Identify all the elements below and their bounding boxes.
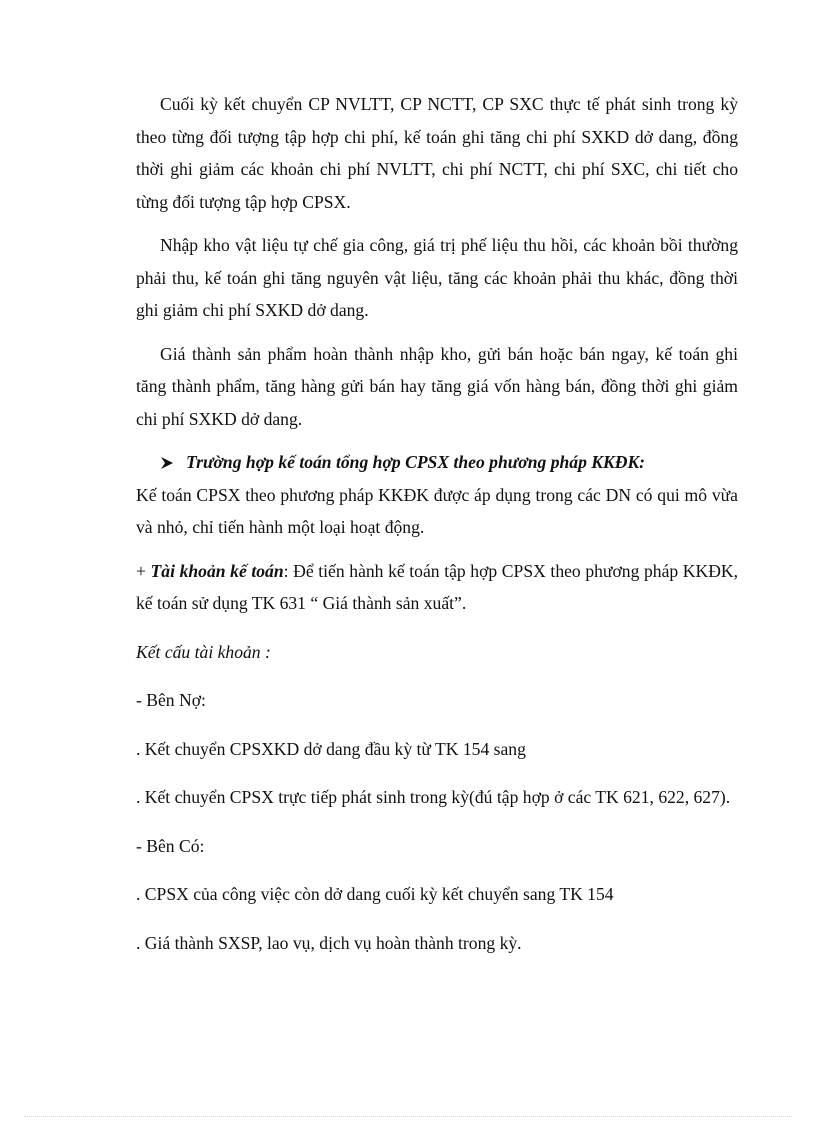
debit-item: . Kết chuyển CPSX trực tiếp phát sinh trong kỳ(đú tập hợp ở các TK 621, 622, 627). bbox=[136, 787, 731, 807]
account-structure-heading: Kết cấu tài khoản : bbox=[136, 641, 271, 662]
arrow-bullet-icon bbox=[160, 456, 174, 470]
credit-item: . Giá thành SXSP, lao vụ, dịch vụ hoàn thành trong kỳ. bbox=[136, 932, 522, 953]
account-paragraph bbox=[136, 555, 738, 620]
debit-heading: - Bên Nợ: bbox=[136, 690, 206, 710]
section-heading-text: Trường hợp kế toán tổng hợp CPSX theo phương pháp KKĐK: bbox=[186, 452, 646, 472]
paragraph-closing-transfer: Cuối kỳ kết chuyển CP NVLTT, CP NCTT, CP SXC thực tế phát sinh trong kỳ theo từng đối tượng tập hợp chi phí, kế toán ghi tăng chi phí SXKD dở dang, đồng thời ghi giảm các khoản chi phí NVLTT, chi phí NCTT, chi phí SXC, chi tiết cho từng đối tượng tập hợp CPSX. bbox=[136, 94, 738, 212]
document-body bbox=[136, 88, 738, 975]
paragraph-finished-goods: Giá thành sản phẩm hoàn thành nhập kho, gửi bán hoặc bán ngay, kế toán ghi tăng thành phẩm, tăng hàng gửi bán hay tăng giá vốn hàng bán, đồng thời ghi giảm chi phí SXKD dở dang. bbox=[136, 343, 738, 429]
credit-item: . CPSX của công việc còn dở dang cuối kỳ kết chuyển sang TK 154 bbox=[136, 884, 614, 904]
account-text: : Để tiến hành kế toán tập hợp CPSX theo phương pháp KKĐK, kế toán sử dụng TK 631 “ Giá thành sản xuất”. bbox=[136, 560, 739, 613]
paragraph-warehouse-receipt: Nhập kho vật liệu tự chế gia công, giá trị phế liệu thu hồi, các khoản bồi thường phải thu, kế toán ghi tăng nguyên vật liệu, tăng các khoản phải thu khác, đồng thời ghi giảm chi phí SXKD dở dang. bbox=[136, 235, 738, 320]
method-intro: Kế toán CPSX theo phương pháp KKĐK được áp dụng trong các DN có qui mô vừa và nhỏ, chỉ tiến hành một loại hoạt động. bbox=[136, 484, 738, 537]
section-heading bbox=[136, 446, 738, 479]
page-bottom-rule bbox=[24, 1116, 792, 1117]
account-label: Tài khoản kế toán bbox=[150, 560, 284, 581]
credit-heading: - Bên Có: bbox=[136, 835, 205, 856]
account-prefix: + bbox=[136, 560, 151, 581]
debit-item: . Kết chuyển CPSXKD dở dang đầu kỳ từ TK 154 sang bbox=[136, 738, 526, 759]
